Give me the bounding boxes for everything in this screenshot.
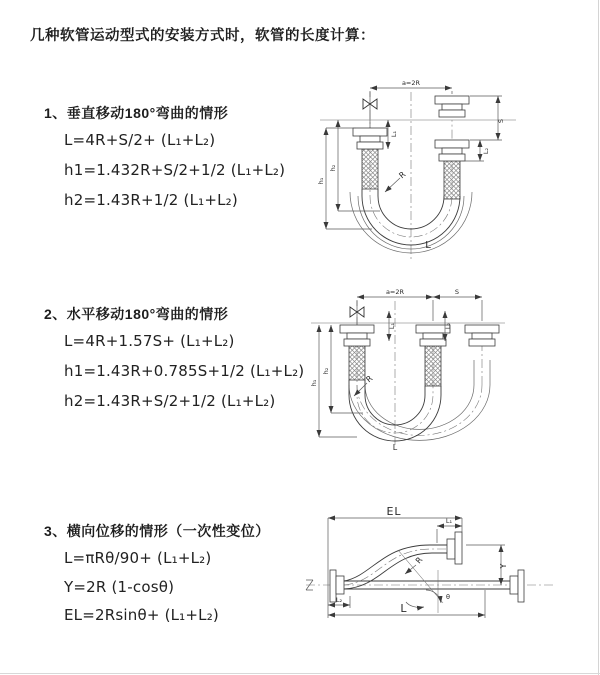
dim-h1-label: h₁ — [310, 379, 318, 387]
dim-h2-label: h₂ — [329, 164, 337, 172]
dim-y-label: Y — [499, 563, 508, 569]
section-3-formula-L: L=πRθ/90+ (L₁+L₂) — [64, 549, 212, 567]
valve-icon — [363, 92, 377, 128]
scan-edge-right — [598, 0, 599, 675]
dim-fit-left-label: L₁ — [388, 322, 396, 330]
dim-fit-right-label: L₂ — [482, 147, 490, 155]
page-title: 几种软管运动型式的安装方式时，软管的长度计算： — [30, 28, 375, 44]
hose-ghost-inner — [365, 385, 474, 429]
hose-ghost-centerline — [357, 325, 482, 435]
braid-left — [362, 149, 378, 189]
section-3-formula-Y: Y=2R (1-cosθ) — [64, 578, 175, 596]
vertical-180-bend-diagram — [312, 76, 598, 268]
section-1-formula-L: L=4R+S/2+ (L₁+L₂) — [64, 131, 216, 149]
section-2-formula-h2: h2=1.43R+S/2+1/2 (L₁+L₂) — [64, 392, 276, 410]
flange-right-upper — [435, 96, 469, 117]
scan-edge-bottom — [0, 673, 600, 674]
radius-label: R — [413, 555, 425, 566]
flange-left — [340, 325, 374, 346]
dim-fit-top-label: L₁ — [445, 517, 453, 525]
angle-label: θ — [446, 593, 450, 601]
dim-h1-label: h₁ — [317, 177, 325, 185]
dim-travel-label: S — [454, 288, 460, 296]
hose-curve-lower-wall — [344, 553, 447, 589]
radius-leader — [385, 178, 400, 192]
dim-fit-left-label: L₂ — [335, 596, 343, 604]
dimensions — [328, 505, 508, 618]
radius-label: R — [364, 373, 375, 385]
dim-width-label: a=2R — [401, 79, 421, 87]
section-1-heading: 1、垂直移动180°弯曲的情形 — [44, 105, 229, 121]
horizontal-180-bend-diagram — [305, 285, 600, 457]
braid-left — [349, 346, 365, 380]
angle-arc-arrow — [406, 602, 424, 607]
dim-el-label: EL — [386, 505, 402, 518]
flange-upper — [447, 532, 462, 564]
flange-right — [510, 570, 524, 602]
hose-curve-upper-wall — [344, 545, 447, 581]
dim-width-label: a=2R — [385, 288, 405, 296]
hose-curve-centerline — [344, 549, 447, 585]
braid-middle — [425, 346, 441, 386]
section-3-heading: 3、横向位移的情形（一次性变位） — [44, 523, 270, 539]
dimensions — [310, 288, 482, 452]
radius-label: R — [397, 169, 408, 181]
length-label: L — [392, 443, 398, 452]
section-2-heading: 2、水平移动180°弯曲的情形 — [44, 306, 229, 322]
dim-travel-label: S — [497, 118, 505, 124]
length-label: L — [425, 240, 431, 251]
section-3-formula-EL: EL=2Rsinθ+ (L₁+L₂) — [64, 606, 219, 624]
dim-h2-label: h₂ — [322, 367, 330, 375]
angle-arc — [426, 590, 441, 603]
section-2-formula-h1: h1=1.43R+0.785S+1/2 (L₁+L₂) — [64, 362, 305, 380]
section-2-formula-L: L=4R+1.57S+ (L₁+L₂) — [64, 332, 235, 350]
dim-fit-left-label: L₁ — [390, 130, 398, 138]
dim-fit-right-label: L₂ — [444, 322, 452, 330]
flange-right-lower — [435, 140, 469, 161]
section-1-formula-h2: h2=1.43R+1/2 (L₁+L₂) — [64, 191, 238, 209]
flange-left — [353, 128, 387, 149]
lateral-displacement-diagram — [302, 502, 598, 640]
braid-right — [444, 161, 460, 199]
flange-right-ghost — [465, 325, 499, 346]
section-1-formula-h1: h1=1.432R+S/2+1/2 (L₁+L₂) — [64, 161, 286, 179]
dim-length-label: L — [400, 602, 408, 615]
